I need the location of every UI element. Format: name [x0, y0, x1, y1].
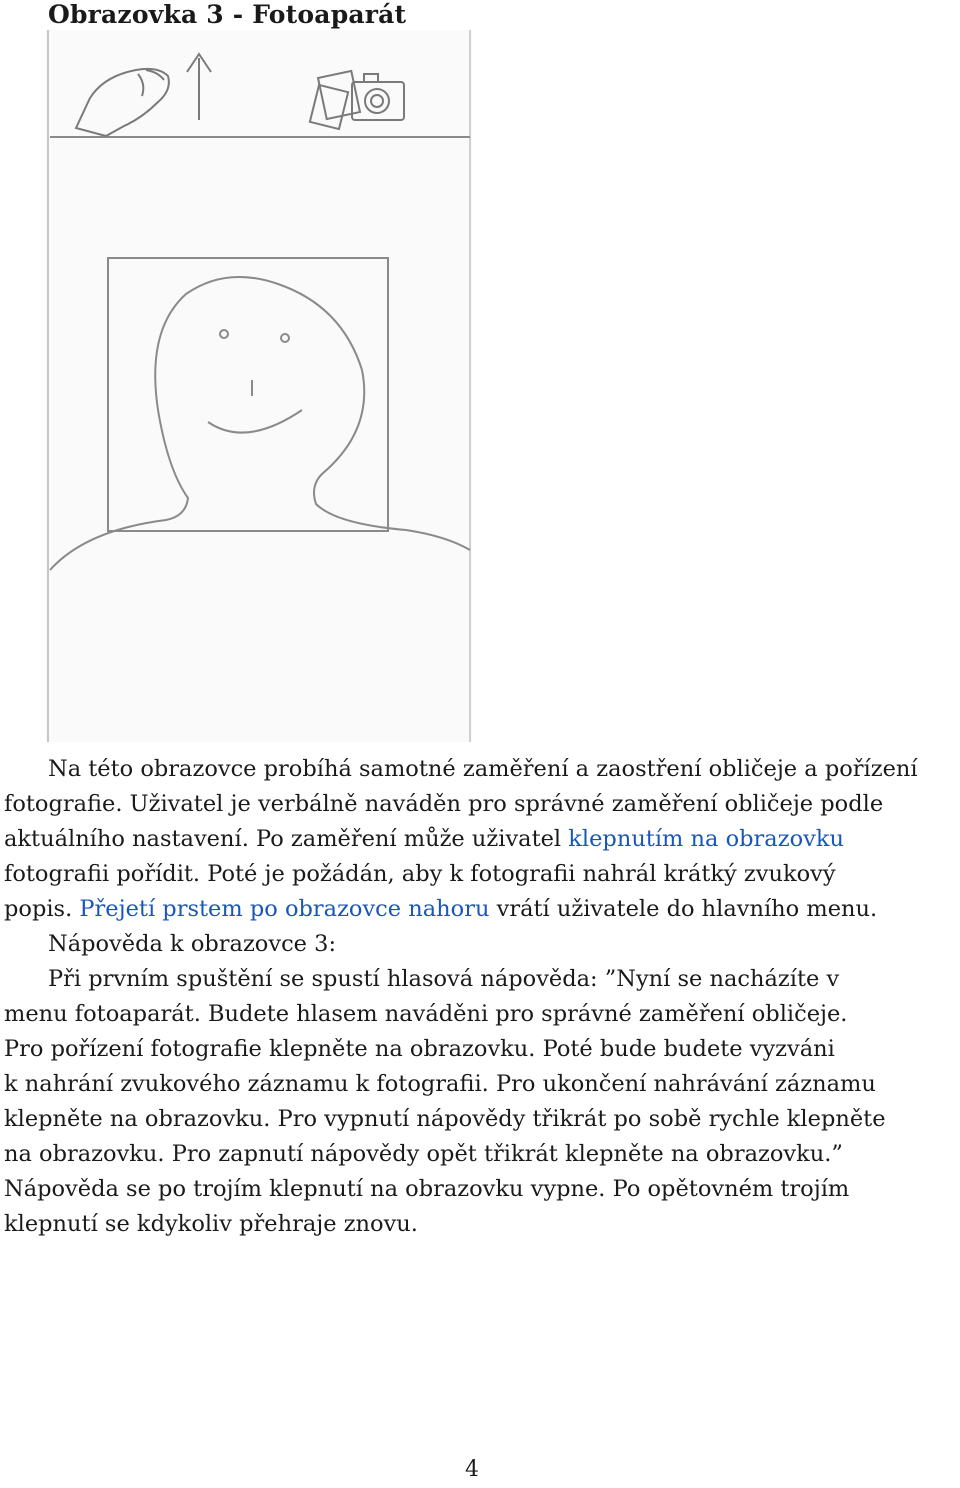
paragraph-line [4, 822, 960, 857]
text: aktuálního nastavení. Po zaměření může uživatel [4, 826, 569, 852]
page-title: Obrazovka 3 - Fotoaparát [48, 0, 407, 29]
help-line: k nahrání zvukového záznamu k fotografii. Pro ukončení nahrávání záznamu [4, 1071, 876, 1097]
swipe-up-link[interactable]: Přejetí prstem po obrazovce nahoru [79, 896, 490, 922]
camera-screen-sketch [46, 30, 472, 742]
text: popis. [4, 896, 80, 922]
paragraph-line [4, 857, 960, 892]
help-heading: Nápověda k obrazovce 3: [48, 931, 337, 957]
text: fotografie. Uživatel je verbálně naváděn pro správné zaměření obličeje podle [4, 791, 884, 817]
text: fotografii pořídit. Poté je požádán, aby k fotografii nahrál krátký zvukový [4, 861, 836, 887]
help-line: klepnutí se kdykoliv přehraje znovu. [4, 1211, 418, 1237]
help-line: Při prvním spuštění se spustí hlasová nápověda: ”Nyní se nacházíte v [48, 966, 840, 992]
paragraph-line [4, 892, 960, 927]
help-line: Pro pořízení fotografie klepněte na obrazovku. Poté bude budete vyzváni [4, 1036, 835, 1062]
tap-screen-link[interactable]: klepnutím na obrazovku [568, 826, 844, 852]
body-text [4, 752, 960, 1242]
help-line: Nápověda se po trojím klepnutí na obrazovku vypne. Po opětovném trojím [4, 1176, 850, 1202]
text: Na této obrazovce probíhá samotné zaměření a zaostření obličeje a pořízení [48, 756, 918, 782]
page-number: 4 [465, 1457, 479, 1482]
help-line: klepněte na obrazovku. Pro vypnutí nápovědy třikrát po sobě rychle klepněte [4, 1106, 886, 1132]
text: vrátí uživatele do hlavního menu. [489, 896, 878, 922]
paragraph-line [4, 787, 960, 822]
help-line: menu fotoaparát. Budete hlasem naváděni pro správné zaměření obličeje. [4, 1001, 848, 1027]
help-line: na obrazovku. Pro zapnutí nápovědy opět třikrát klepněte na obrazovku.” [4, 1141, 843, 1167]
paragraph-line [4, 752, 960, 787]
